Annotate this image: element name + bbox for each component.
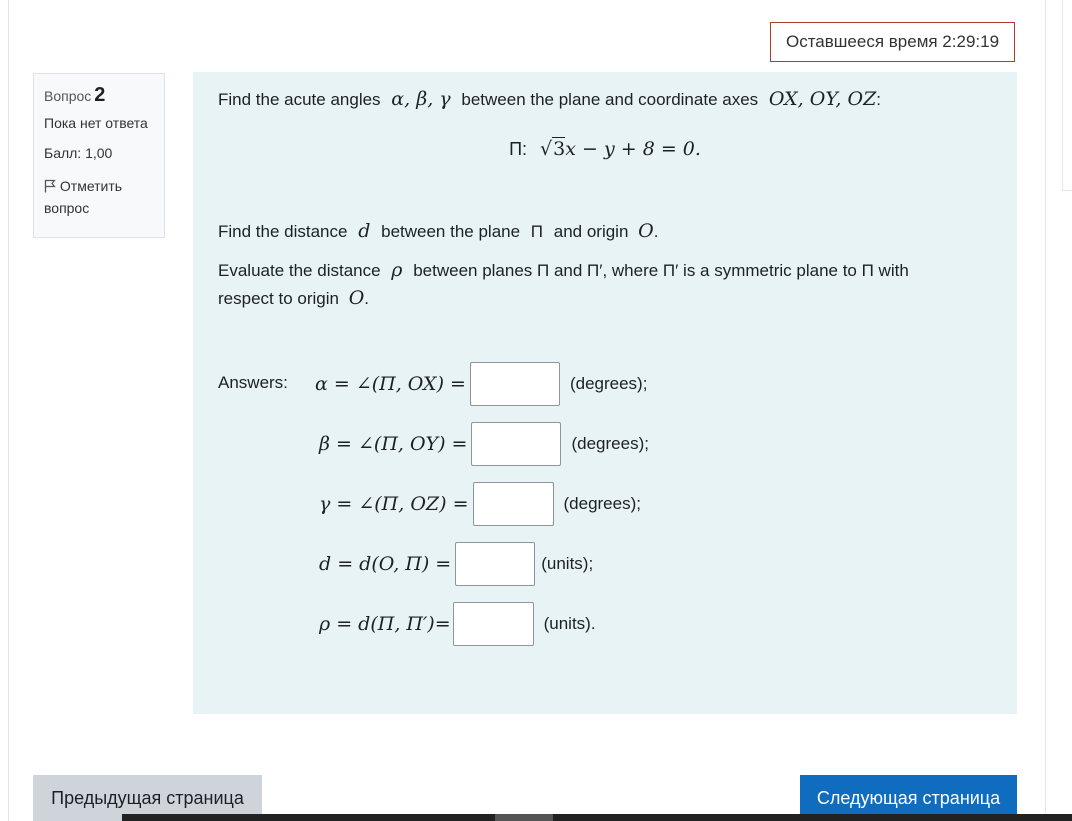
sqrt-symbol: √ — [540, 138, 553, 160]
answer-alpha-input[interactable] — [470, 362, 560, 406]
answer-row-alpha — [315, 361, 647, 407]
evaluate-line-2 — [218, 287, 369, 309]
math-origin: O — [348, 287, 365, 309]
quiz-timer — [770, 22, 1015, 62]
question-number-value: 2 — [94, 84, 106, 106]
sqrt-term — [540, 138, 565, 160]
answer-distance-label: d = d(O, П) = — [319, 553, 452, 575]
answer-rho-unit: (units). — [543, 614, 596, 633]
question-line-1 — [218, 88, 881, 110]
answer-row-distance — [319, 541, 593, 587]
flag-question-label: Отметить вопрос — [44, 178, 123, 216]
math-origin: O — [638, 220, 654, 242]
previous-page-label: Предыдущая страница — [51, 787, 244, 808]
question-info-panel — [33, 73, 165, 238]
answer-gamma-input[interactable] — [473, 482, 554, 526]
answer-row-beta — [319, 421, 649, 467]
answer-distance-input[interactable] — [455, 542, 535, 586]
answer-gamma-unit: (degrees); — [563, 494, 641, 513]
text-segment: Find the distance — [218, 222, 348, 241]
math-rho: ρ — [391, 259, 403, 281]
answer-alpha-unit: (degrees); — [569, 374, 648, 393]
flag-question-link[interactable] — [44, 175, 154, 219]
question-state: Пока нет ответа — [44, 115, 148, 131]
text-segment: between the plane and coordinate axes — [461, 90, 759, 109]
answer-gamma-label: γ = ∠(П, OZ) = — [319, 493, 469, 515]
math-axes: OX, OY, OZ — [768, 88, 877, 110]
text-segment: between planes П and П′, where П′ is a symmetric plane to П with — [413, 261, 909, 280]
answer-row-rho — [319, 601, 596, 647]
math-angles: α, β, γ — [391, 88, 451, 110]
plane-symbol: П — [530, 222, 544, 241]
sqrt-radicand: 3 — [553, 138, 566, 160]
text-segment: . — [364, 289, 369, 308]
plane-equation — [193, 138, 1017, 160]
answer-rho-label: ρ = d(П, П′)= — [319, 613, 451, 635]
next-page-label: Следующая страница — [816, 787, 1001, 808]
horizontal-scrollbar[interactable] — [122, 814, 1072, 821]
text-segment: Find the acute angles — [218, 90, 381, 109]
equation-rest: x − y + 8 = 0. — [565, 138, 701, 160]
question-content — [193, 72, 1017, 714]
answer-beta-label: β = ∠(П, OY) = — [319, 433, 468, 455]
right-sidebar-edge — [1062, 0, 1072, 191]
text-segment: . — [653, 222, 659, 241]
scrollbar-thumb[interactable] — [495, 814, 553, 821]
distance-question — [218, 220, 658, 242]
answers-label: Answers: — [218, 373, 288, 392]
plane-label: П: — [509, 139, 528, 159]
answer-beta-unit: (degrees); — [571, 434, 649, 453]
text-segment: and origin — [553, 222, 629, 241]
flag-icon — [44, 177, 56, 191]
question-grade: Балл: 1,00 — [44, 145, 113, 161]
text-segment: Evaluate the distance — [218, 261, 381, 280]
evaluate-line-1 — [218, 259, 909, 281]
timer-text: Оставшееся время 2:29:19 — [785, 32, 1000, 51]
math-d: d — [358, 220, 371, 242]
answer-distance-unit: (units); — [541, 554, 594, 573]
text-segment: between the plane — [381, 222, 521, 241]
answer-alpha-label: α = ∠(П, OX) = — [315, 373, 466, 395]
question-number — [44, 84, 154, 107]
answer-rho-input[interactable] — [453, 602, 534, 646]
text-segment: respect to origin — [218, 289, 339, 308]
answer-row-gamma — [319, 481, 641, 527]
text-segment: : — [876, 90, 882, 109]
question-number-label: Вопрос — [44, 88, 92, 104]
answer-beta-input[interactable] — [471, 422, 561, 466]
